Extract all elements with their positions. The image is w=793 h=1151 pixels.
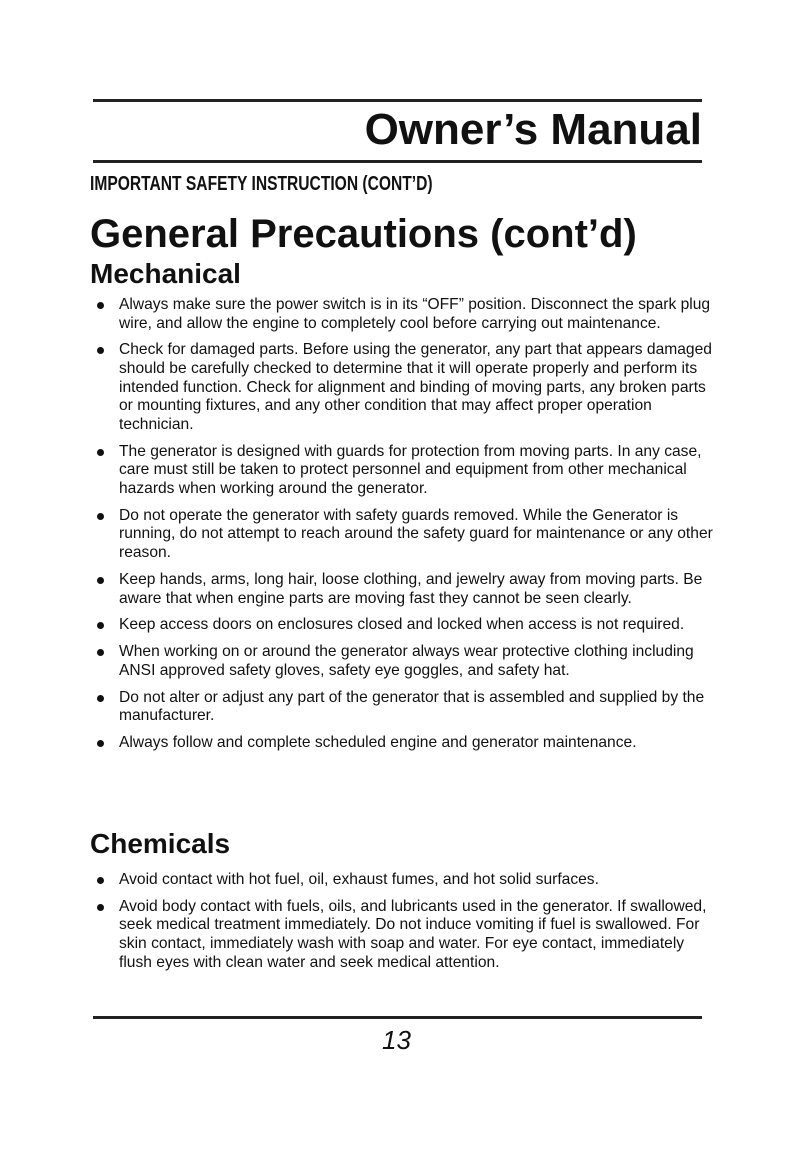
- list-item-text: Do not operate the generator with safety guards removed. While the Generator is running, do not attempt to reach around the safety guard for maintenance or any other reason.: [119, 506, 713, 562]
- list-item-text: Always make sure the power switch is in its “OFF” position. Disconnect the spark plug wire, and allow the engine to completely cool before carrying out maintenance.: [119, 296, 711, 332]
- title-rule: [93, 160, 702, 163]
- list-item: [95, 443, 715, 499]
- list-item: [95, 734, 715, 753]
- list-item: [95, 571, 715, 608]
- list-item: [95, 616, 715, 635]
- list-item-text: When working on or around the generator always wear protective clothing including ANSI approved safety gloves, safety eye goggles, and safety hat.: [119, 643, 694, 679]
- bullet-icon: [97, 302, 104, 309]
- list-item-text: Always follow and complete scheduled engine and generator maintenance.: [119, 734, 637, 752]
- mechanical-heading: Mechanical: [90, 258, 241, 289]
- list-item-text: Avoid contact with hot fuel, oil, exhaust fumes, and hot solid surfaces.: [119, 871, 599, 888]
- bullet-icon: [97, 695, 104, 702]
- chemicals-heading: Chemicals: [90, 828, 231, 859]
- bullet-icon: [97, 347, 104, 354]
- mechanical-list: [95, 296, 715, 761]
- bullet-icon: [97, 622, 104, 629]
- safety-instruction-heading: IMPORTANT SAFETY INSTRUCTION (CONT’D): [90, 173, 433, 195]
- bullet-icon: [97, 740, 104, 747]
- page-number: 13: [382, 1025, 411, 1055]
- list-item-text: Keep hands, arms, long hair, loose clothing, and jewelry away from moving parts. Be aware that when engine parts are moving fast they cannot be seen clearly.: [119, 570, 703, 607]
- manual-title: Owner’s Manual: [364, 105, 702, 154]
- list-item-text: Keep access doors on enclosures closed and locked when access is not required.: [119, 616, 685, 634]
- list-item-text: Avoid body contact with fuels, oils, and lubricants used in the generator. If swallowed, seek medical treatment immediately. Do not induce vomiting if fuel is swallowed. For skin contact, immediately wash with soap and water. For eye contact, immediately flush eyes with clean water and seek medical attention.: [119, 897, 707, 971]
- bullet-icon: [97, 877, 104, 884]
- list-item: [95, 689, 715, 726]
- list-item: [95, 643, 715, 680]
- section-title: General Precautions (cont’d): [90, 212, 637, 256]
- top-rule: [93, 99, 702, 102]
- bullet-icon: [97, 577, 104, 584]
- list-item-text: Do not alter or adjust any part of the generator that is assembled and supplied by the manufacturer.: [119, 688, 705, 725]
- bullet-icon: [97, 449, 104, 456]
- list-item: [95, 507, 715, 563]
- bottom-rule: [93, 1016, 702, 1019]
- list-item: [95, 871, 715, 890]
- bullet-icon: [97, 904, 104, 911]
- bullet-icon: [97, 513, 104, 520]
- bullet-icon: [97, 649, 104, 656]
- list-item: [95, 341, 715, 434]
- list-item: [95, 296, 715, 333]
- list-item-text: The generator is designed with guards for protection from moving parts. In any case, care must still be taken to protect personnel and equipment from other mechanical hazards when working around the generator.: [119, 442, 702, 497]
- list-item-text: Check for damaged parts. Before using the generator, any part that appears damaged should be carefully checked to determine that it will operate properly and perform its intended function. Check for alignment and binding of moving parts, any broken parts or mounting fixtures, and any other condition that may affect proper operation technician.: [119, 341, 712, 433]
- chemicals-list: [95, 871, 715, 981]
- list-item: [95, 898, 715, 972]
